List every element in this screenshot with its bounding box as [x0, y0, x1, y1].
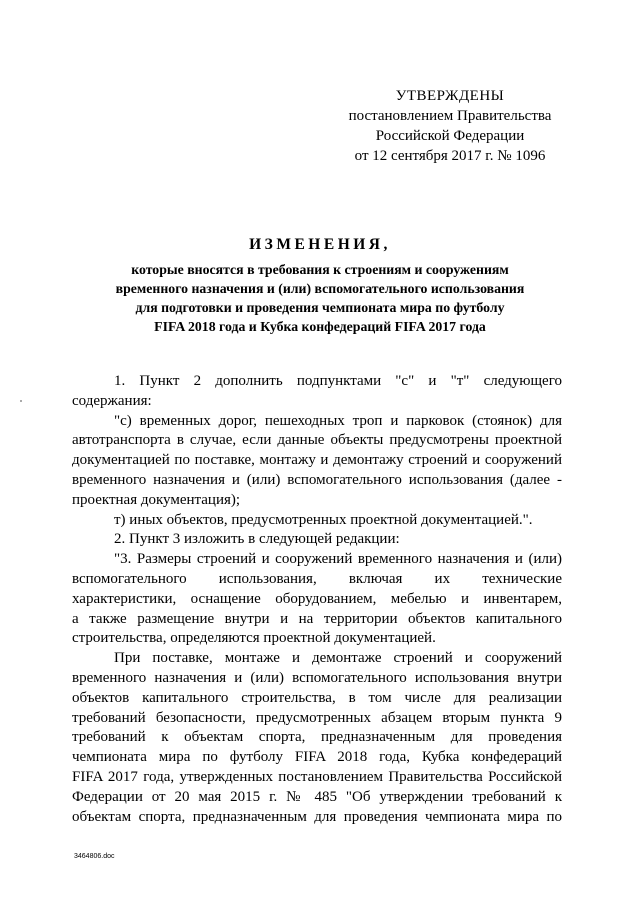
body-line: проектная документация); [72, 491, 241, 508]
approval-heading: УТВЕРЖДЕНЫ [395, 88, 505, 104]
body-line: 1. Пункт 2 дополнить подпунктами "с" и "т" следующего [114, 373, 562, 389]
subtitle-line: для подготовки и проведения чемпионата мира по футболу [135, 300, 505, 315]
approval-line-1: постановлением Правительства [348, 108, 552, 124]
body-line: Федерации от 20 мая 2015 г. № 485 "Об утверждении требований к [72, 788, 562, 805]
body-line: строительства, определяются проектной документацией. [72, 630, 436, 647]
body-line: характеристики, оснащение оборудованием, мебелью и инвентарем, [72, 590, 562, 607]
approval-line-3: от 12 сентября 2017 г. № 1096 [354, 148, 546, 164]
body-line: документацией по поставке, монтажу и демонтажу строений и сооружений [72, 452, 562, 469]
body-line: объектов капитального строительства, в том числе для реализации [72, 689, 562, 706]
subtitle-line: которые вносятся в требования к строениям и сооружениям [131, 262, 509, 277]
body-line: т) иных объектов, предусмотренных проектной документацией.". [114, 511, 533, 528]
body-line: 2. Пункт 3 изложить в следующей редакции: [114, 531, 400, 548]
scan-speck [20, 400, 22, 402]
approval-line-2: Российской Федерации [375, 128, 525, 144]
document-title: ИЗМЕНЕНИЯ, [249, 236, 391, 253]
body-line: "с) временных дорог, пешеходных троп и парковок (стоянок) для [114, 412, 562, 429]
file-name-footer: 3464806.doc [74, 853, 115, 860]
approval-block [330, 86, 570, 166]
document-subtitle [60, 260, 580, 336]
body-line: FIFA 2017 года, утвержденных постановлением Правительства Российской [72, 768, 562, 785]
body-line: При поставке, монтаже и демонтаже строений и сооружений [114, 650, 562, 667]
body-line: "3. Размеры строений и сооружений временного назначения и (или) [114, 551, 562, 568]
body-line: автотранспорта в случае, если данные объекты предусмотрены проектной [72, 432, 562, 449]
body-line: чемпионата мира по футболу FIFA 2018 года, Кубка конфедераций [72, 749, 562, 766]
body-line: требований к объектам спорта, предназначенным для проведения [72, 729, 562, 746]
body-line: временного назначения и (или) вспомогательного использования (далее - [72, 471, 562, 488]
body-line: временного назначения и (или) вспомогательного использования внутри [72, 669, 562, 686]
subtitle-line: FIFA 2018 года и Кубка конфедераций FIFA 2017 года [154, 319, 486, 334]
body-line: требований безопасности, предусмотренных абзацем вторым пункта 9 [72, 709, 562, 726]
subtitle-line: временного назначения и (или) вспомогательного использования [115, 281, 525, 296]
body-line: объектам спорта, предназначенным для проведения чемпионата мира по [72, 808, 562, 825]
document-body [72, 372, 562, 827]
body-line: а также размещение внутри и на территории объектов капитального [72, 610, 562, 627]
body-line: содержания: [72, 392, 152, 409]
body-line: вспомогательного использования, включая их технические [72, 570, 562, 587]
